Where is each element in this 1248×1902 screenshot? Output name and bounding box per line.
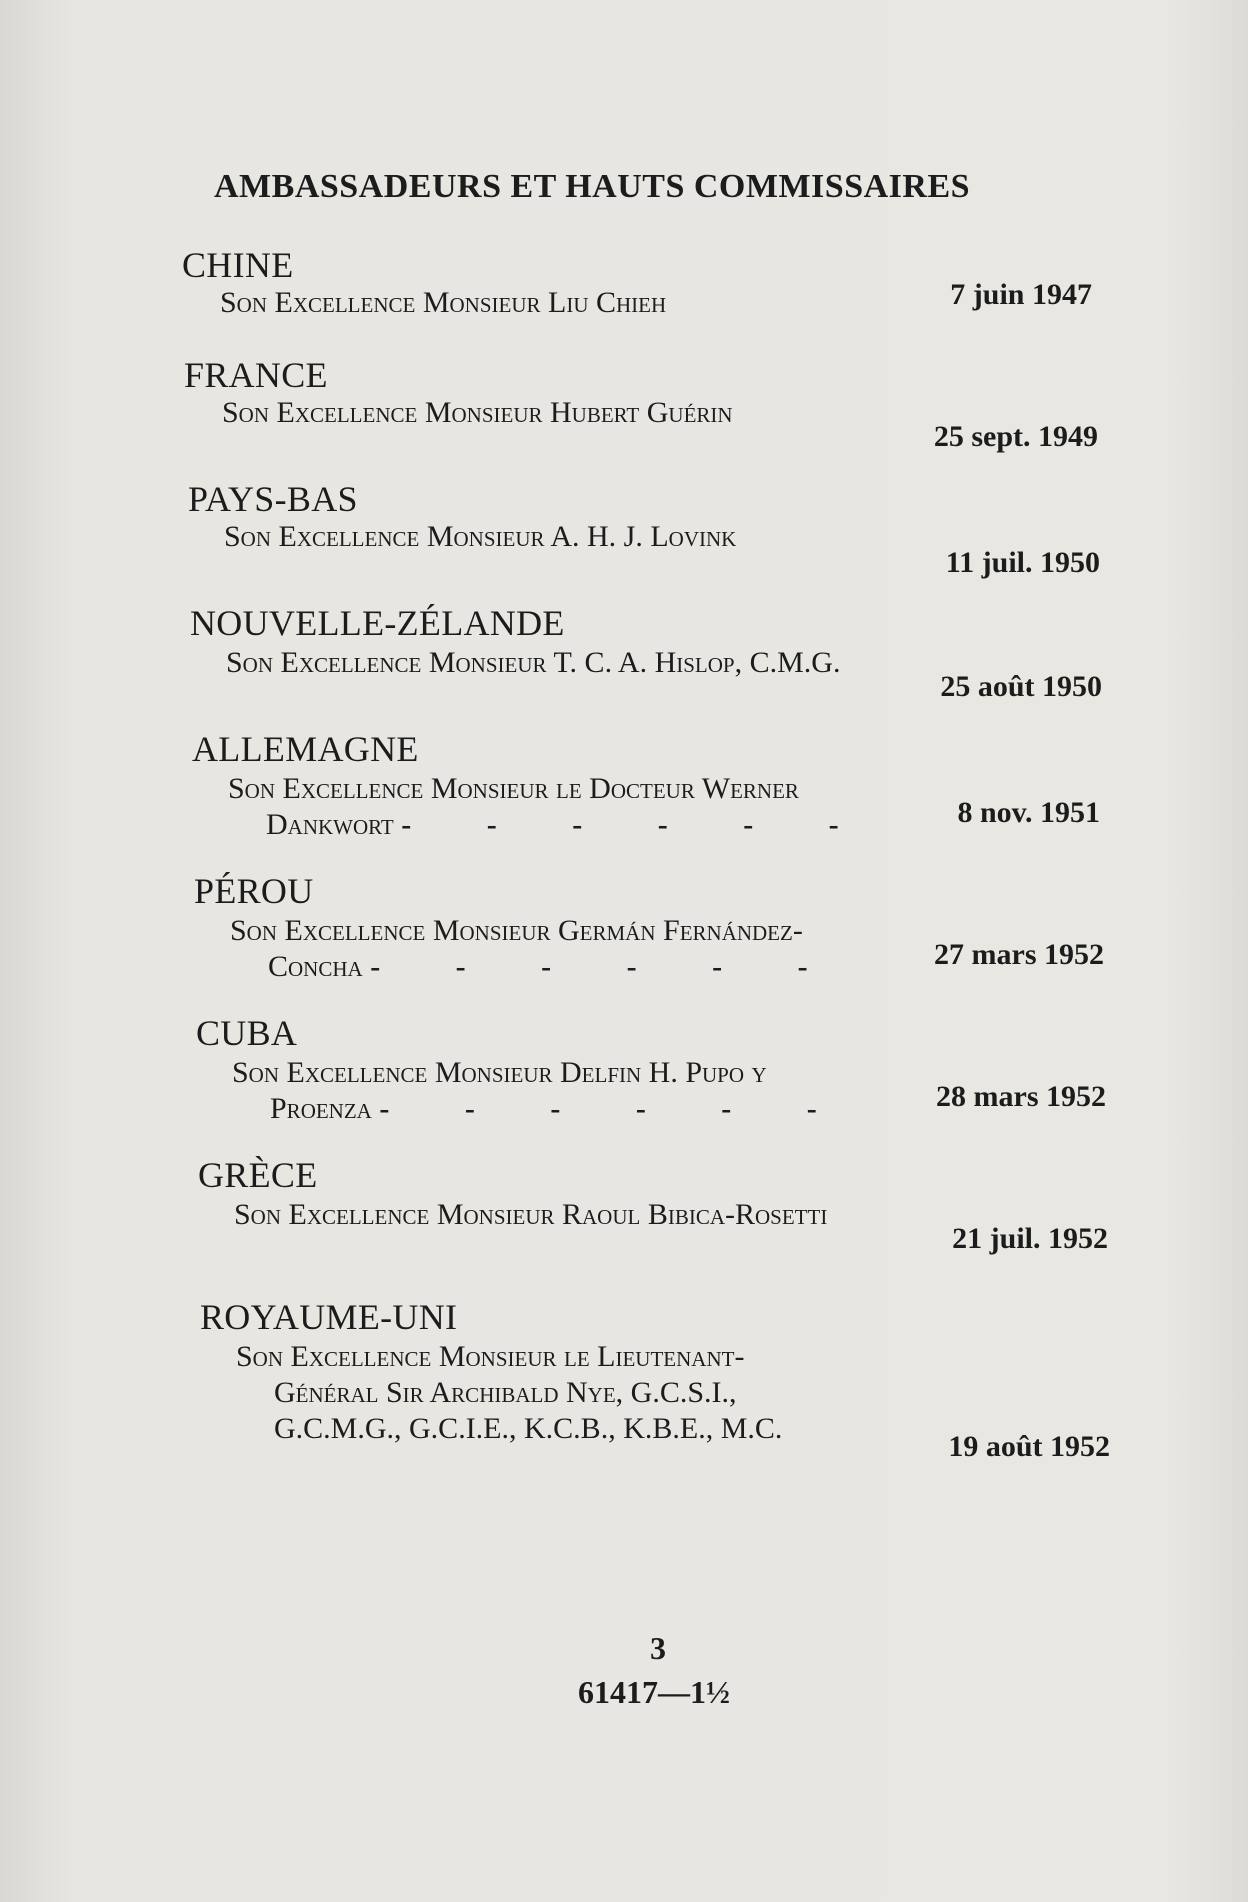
accreditation-date: 19 août 1952 (948, 1430, 1110, 1463)
ambassador-name-continuation: Dankwort (266, 808, 394, 841)
leader-dashes: - - - - - - (370, 950, 842, 983)
ambassador-line: Son Excellence Monsieur Hubert Guérin (222, 396, 733, 429)
ambassador-name-continuation: Proenza (270, 1092, 372, 1125)
ambassador-line: Son Excellence Monsieur le Lieutenant- (236, 1340, 745, 1373)
page-number: 3 (650, 1630, 666, 1666)
country-allemagne: ALLEMAGNE (192, 729, 419, 769)
ambassador-line (270, 1092, 851, 1126)
accreditation-date: 25 août 1950 (940, 670, 1102, 703)
accreditation-date: 11 juil. 1950 (945, 546, 1100, 579)
ambassador-line: G.C.M.G., G.C.I.E., K.C.B., K.B.E., M.C. (274, 1412, 783, 1445)
ambassador-line: Son Excellence Monsieur Delfin H. Pupo y (232, 1056, 767, 1089)
country-grece: GRÈCE (198, 1155, 318, 1195)
accreditation-date: 28 mars 1952 (936, 1080, 1106, 1113)
ambassador-line (268, 950, 842, 984)
ambassador-line: Son Excellence Monsieur le Docteur Werner (228, 772, 799, 805)
ambassador-line: Général Sir Archibald Nye, G.C.S.I., (274, 1376, 737, 1409)
country-france: FRANCE (184, 355, 328, 395)
ambassador-line: Son Excellence Monsieur T. C. A. Hislop, C.M.G. (226, 646, 841, 679)
ambassador-line: Son Excellence Monsieur Liu Chieh (220, 286, 667, 319)
page-heading: AMBASSADEURS ET HAUTS COMMISSAIRES (214, 168, 971, 205)
accreditation-date: 25 sept. 1949 (933, 420, 1098, 453)
leader-dashes: - - - - - - (401, 808, 873, 841)
accreditation-date: 8 nov. 1951 (957, 796, 1100, 829)
country-cuba: CUBA (196, 1013, 298, 1053)
ambassador-line: Son Excellence Monsieur Germán Fernández- (230, 914, 803, 947)
accreditation-date: 21 juil. 1952 (952, 1222, 1108, 1255)
country-pays-bas: PAYS-BAS (188, 479, 358, 519)
ambassador-line (266, 808, 873, 842)
ambassador-name-continuation: Concha (268, 950, 363, 983)
accreditation-date: 27 mars 1952 (934, 938, 1104, 971)
ambassador-line: Son Excellence Monsieur A. H. J. Lovink (224, 520, 737, 553)
accreditation-date: 7 juin 1947 (950, 278, 1092, 311)
country-nouvelle-zelande: NOUVELLE-ZÉLANDE (190, 603, 565, 643)
country-perou: PÉROU (194, 871, 314, 911)
ambassador-line: Son Excellence Monsieur Raoul Bibica-Rosetti (234, 1198, 828, 1231)
country-royaume-uni: ROYAUME-UNI (200, 1297, 458, 1337)
country-chine: CHINE (182, 245, 294, 285)
print-code: 61417—1½ (578, 1674, 730, 1710)
leader-dashes: - - - - - - (379, 1092, 851, 1125)
